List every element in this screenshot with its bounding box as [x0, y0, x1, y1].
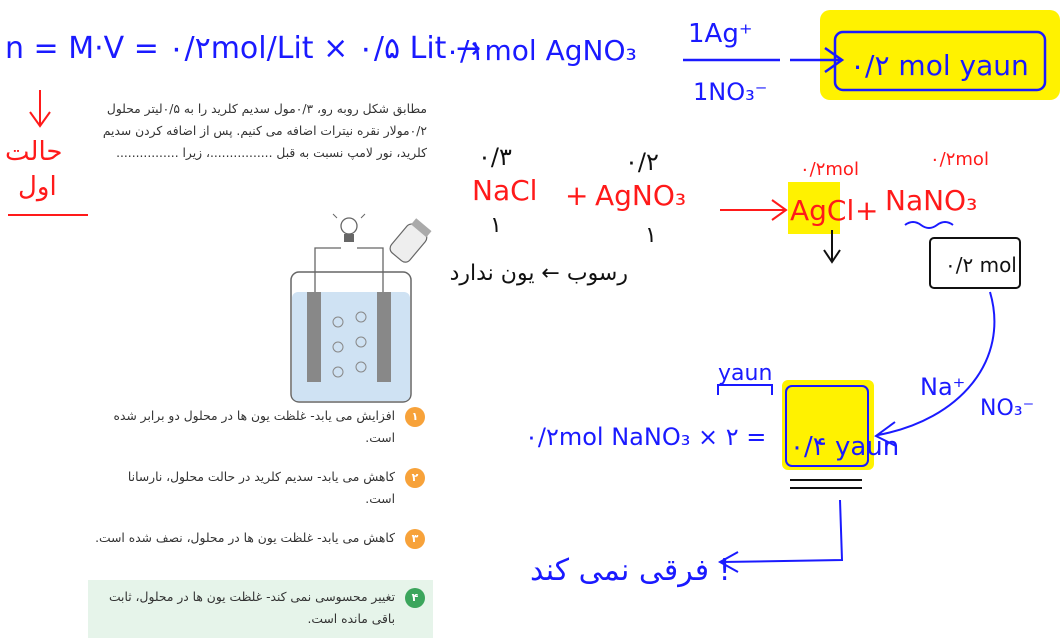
bottom-eq-right: ۰/۴ yaun [790, 432, 900, 462]
annotation-ratio-bottom: 1NO₃⁻ [693, 78, 768, 106]
option-number: ۴ [405, 588, 425, 608]
option-number: ۲ [405, 468, 425, 488]
eq-nano3: NaNO₃ [885, 184, 978, 217]
electrode-negative [307, 292, 321, 382]
electrode-positive [377, 292, 391, 382]
down-arrow-red [30, 90, 50, 126]
option-3[interactable] [88, 529, 433, 575]
conclusion: فرقی نمی کند ! [530, 553, 731, 588]
eq-agno3: AgNO₃ [595, 179, 687, 212]
na-plus: Na⁺ [920, 373, 966, 401]
annotation-agno3: ۰/۱mol AgNO₃ [445, 34, 637, 67]
question-card [88, 92, 433, 632]
coef-nacl: ۰/۳ [478, 143, 512, 171]
eq-arrow [720, 200, 786, 220]
eq-plus-1: + [565, 179, 589, 212]
one-b: ۱ [645, 223, 657, 248]
down-arrow-agcl [824, 230, 840, 262]
annotation-case-2: اول [18, 172, 57, 202]
eq-nacl: NaCl [472, 174, 538, 207]
curve-arrow [876, 292, 994, 446]
option-4[interactable] [88, 580, 433, 638]
yaun-top: yaun [718, 361, 773, 386]
eq-plus-2: + [855, 194, 879, 227]
option-2[interactable] [88, 468, 433, 514]
electrolysis-illustration [283, 212, 433, 412]
annotation-ratio-top: 1Ag⁺ [688, 19, 753, 49]
bracket [718, 385, 772, 395]
option-text: کاهش می یابد- سدیم کلرید در حالت محلول، نارسانا است. [127, 470, 395, 506]
option-text: افزایش می یابد- غلظت یون ها در محلول دو برابر شده است. [113, 409, 395, 445]
question-text: مطابق شکل روبه رو، ۰/۳مول سدیم کلرید را به ۰/۵لیتر محلول ۰/۲مولار نقره نیترات اضافه می کنیم. پس از اضافه کردن سدیم کلرید، نور لامپ نسبت به قبل ................، زیرا ................ [102, 102, 427, 160]
no3-minus: NO₃⁻ [980, 396, 1035, 421]
one-a: ۱ [490, 213, 502, 238]
coef-agno3: ۰/۲ [625, 148, 659, 176]
box-nano3-text: ۰/۲ mol [945, 253, 1017, 277]
option-text: تغییر محسوسی نمی کند- غلظت یون ها در محلول، ثابت باقی مانده است. [108, 590, 395, 626]
salt-shaker-icon [388, 217, 433, 265]
coef-agcl: ۰/۲mol [800, 159, 859, 180]
option-text: کاهش می یابد- غلظت یون ها در محلول، نصف شده است. [95, 531, 395, 545]
option-number: ۱ [405, 407, 425, 427]
eq-agcl: AgCl [790, 194, 855, 227]
wavy-underline [905, 222, 953, 228]
option-number: ۳ [405, 529, 425, 549]
annotation-case-1: حالت [5, 137, 63, 167]
coef-nano3: ۰/۲mol [930, 149, 989, 170]
precipitate-note: رسوب ← یون ندارد [449, 261, 628, 286]
lamp-icon [333, 214, 365, 242]
conclusion-arrow [720, 500, 842, 572]
bottom-eq-left: ۰/۲mol NaNO₃ × ۲ = [525, 423, 767, 451]
option-1[interactable] [88, 407, 433, 453]
annotation-result: ۰/۲ mol yaun [850, 49, 1029, 82]
annotation-line1: n = M·V = ۰/۲mol/Lit × ۰/۵ Lit → [5, 31, 482, 66]
